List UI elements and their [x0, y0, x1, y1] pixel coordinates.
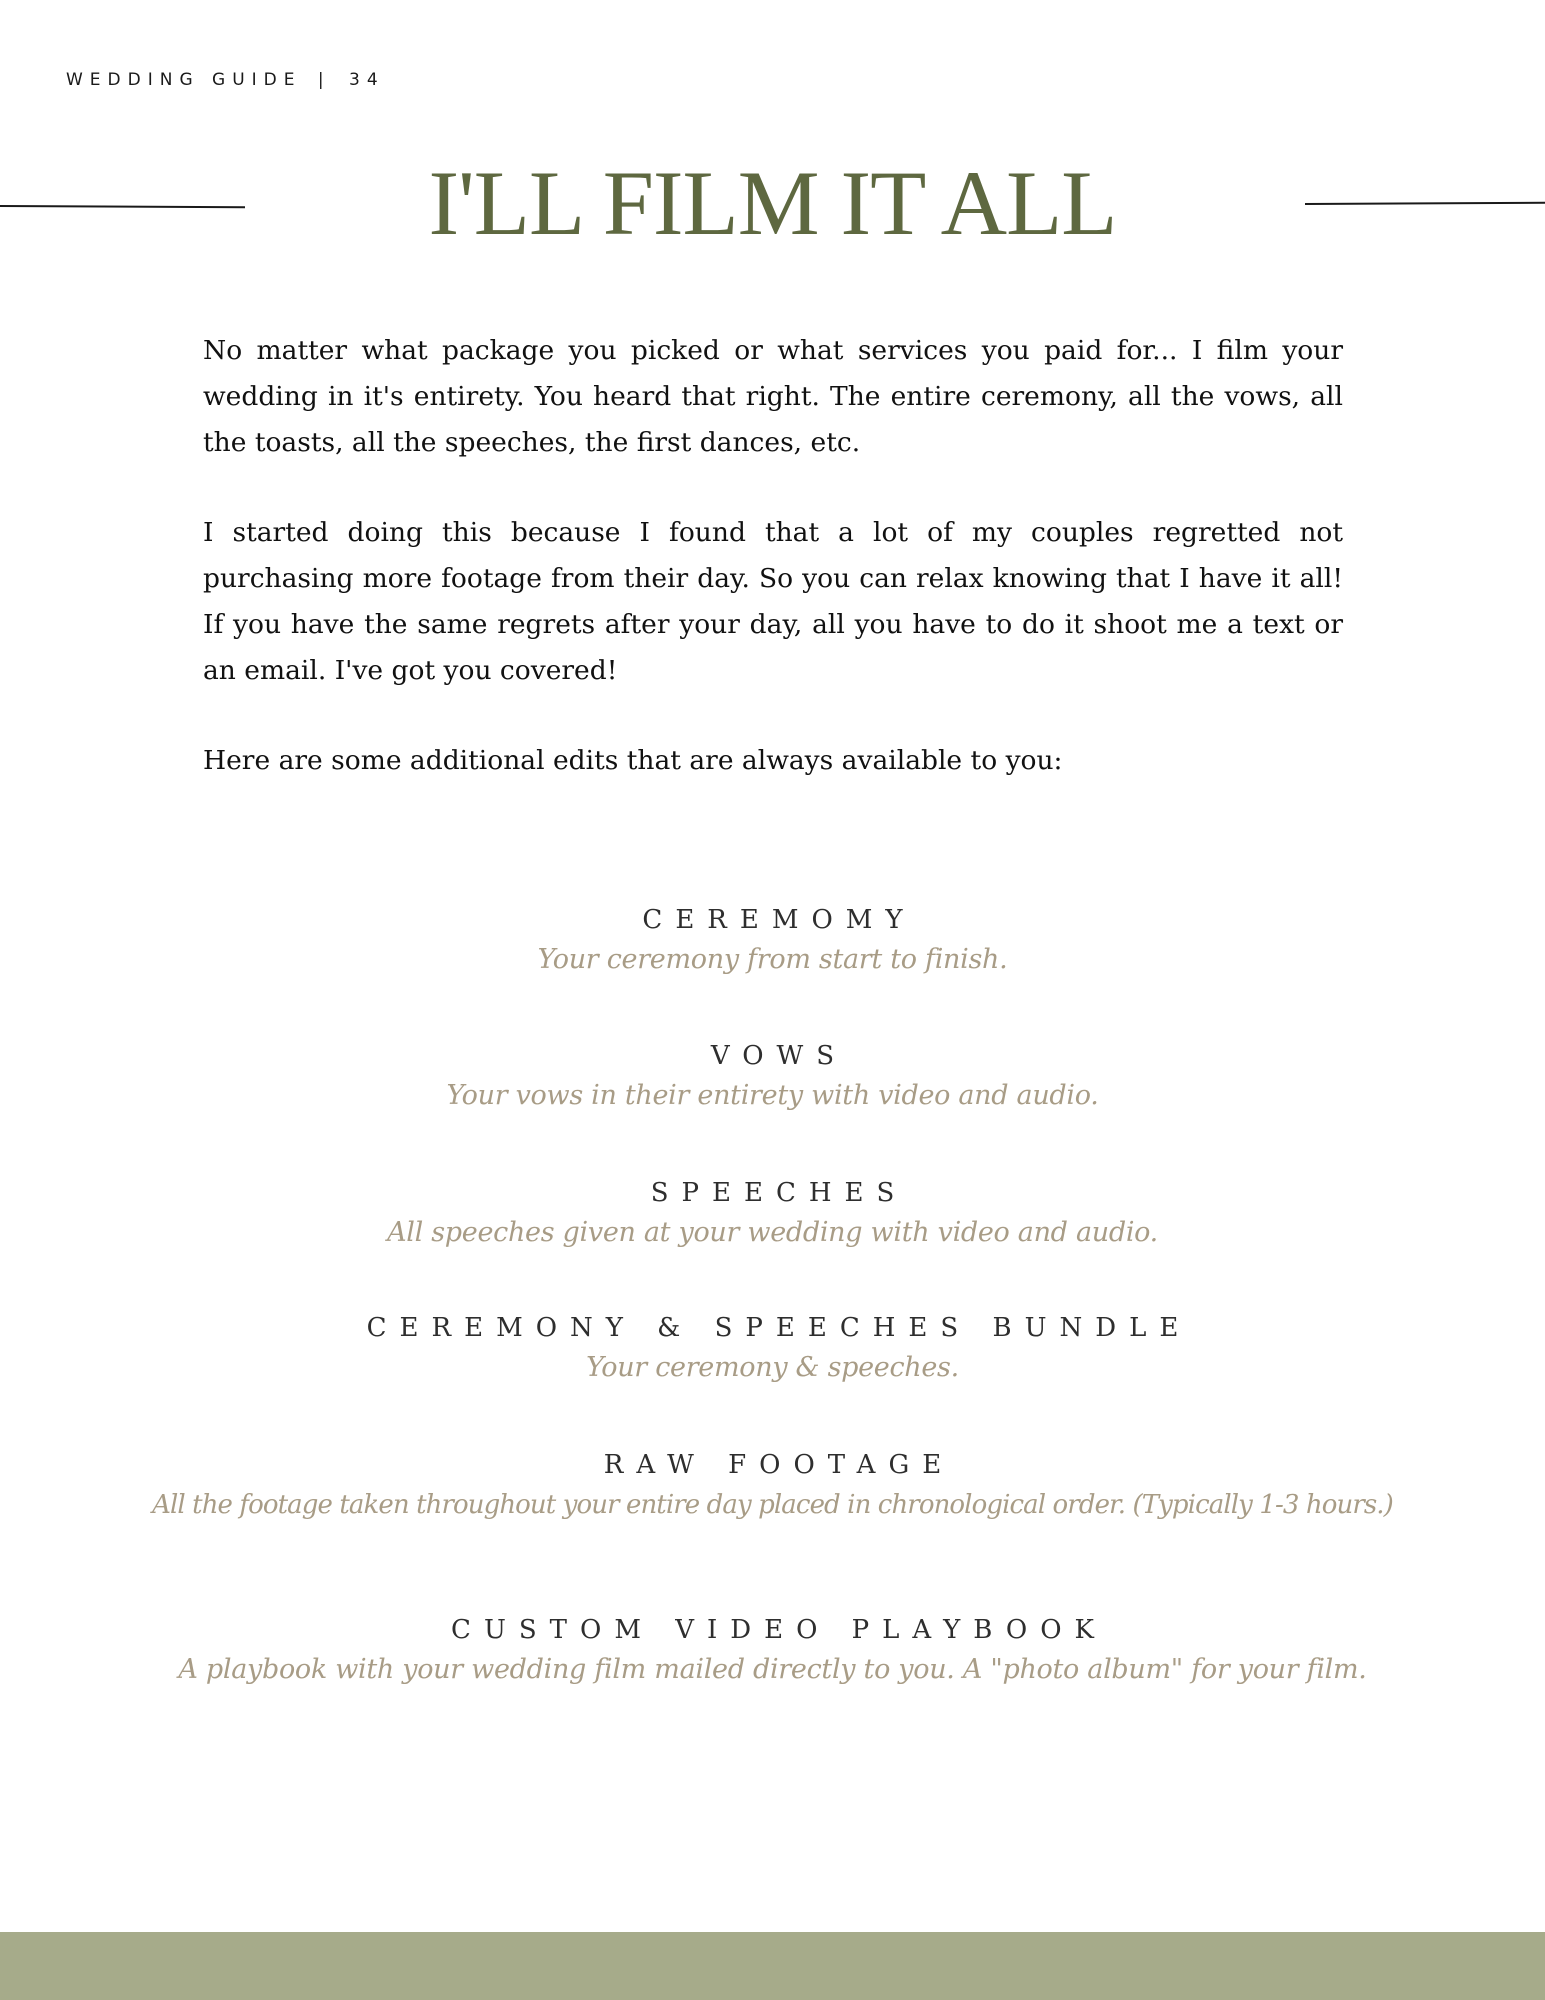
edit-description: A playbook with your wedding film mailed directly to you. A "photo album" for your film.	[178, 1654, 1367, 1685]
footer-band	[0, 1932, 1545, 2000]
edit-item-bundle	[0, 1310, 1545, 1388]
page-header	[66, 70, 385, 90]
edit-description: Your vows in their entirety with video and audio.	[446, 1080, 1099, 1111]
edit-name: RAW FOOTAGE	[603, 1450, 955, 1480]
reason-paragraph: I started doing this because I found that a lot of my couples regretted not purchasing more footage from their day. So you can relax knowing that I have it all! If you have the same regrets after your day, all you have to do it shoot me a text or an email. I've got you covered!	[203, 517, 1343, 686]
edit-name: VOWS	[710, 1041, 848, 1071]
edits-intro-paragraph: Here are some additional edits that are always available to you:	[203, 745, 1063, 776]
edit-item-speeches	[0, 1175, 1545, 1253]
intro-paragraph: No matter what package you picked or what services you paid for... I film your wedding in it's entirety. You heard that right. The entire ceremony, all the vows, all the toasts, all the speeches, the first dances, etc.	[203, 335, 1343, 458]
edit-description: Your ceremony & speeches.	[586, 1352, 959, 1383]
edit-item-ceremony	[0, 902, 1545, 980]
edit-description: All the footage taken throughout your entire day placed in chronological order. (Typically 1-3 hours.)	[152, 1490, 1393, 1520]
edit-name: CUSTOM VIDEO PLAYBOOK	[451, 1615, 1107, 1645]
edit-description: Your ceremony from start to finish.	[537, 944, 1008, 975]
edit-name: CEREMOMY	[642, 905, 916, 935]
edit-item-vows	[0, 1038, 1545, 1116]
header-separator: |	[317, 70, 331, 90]
edit-name: CEREMONY & SPEECHES BUNDLE	[366, 1313, 1192, 1343]
page-title: I'LL FILM IT ALL	[428, 152, 1117, 254]
edit-item-playbook	[0, 1612, 1545, 1690]
edit-item-raw-footage	[0, 1447, 1545, 1525]
edit-name: SPEECHES	[650, 1178, 908, 1208]
guide-label: WEDDING GUIDE	[66, 70, 302, 90]
edit-description: All speeches given at your wedding with video and audio.	[387, 1217, 1158, 1248]
page-number: 34	[349, 70, 385, 90]
